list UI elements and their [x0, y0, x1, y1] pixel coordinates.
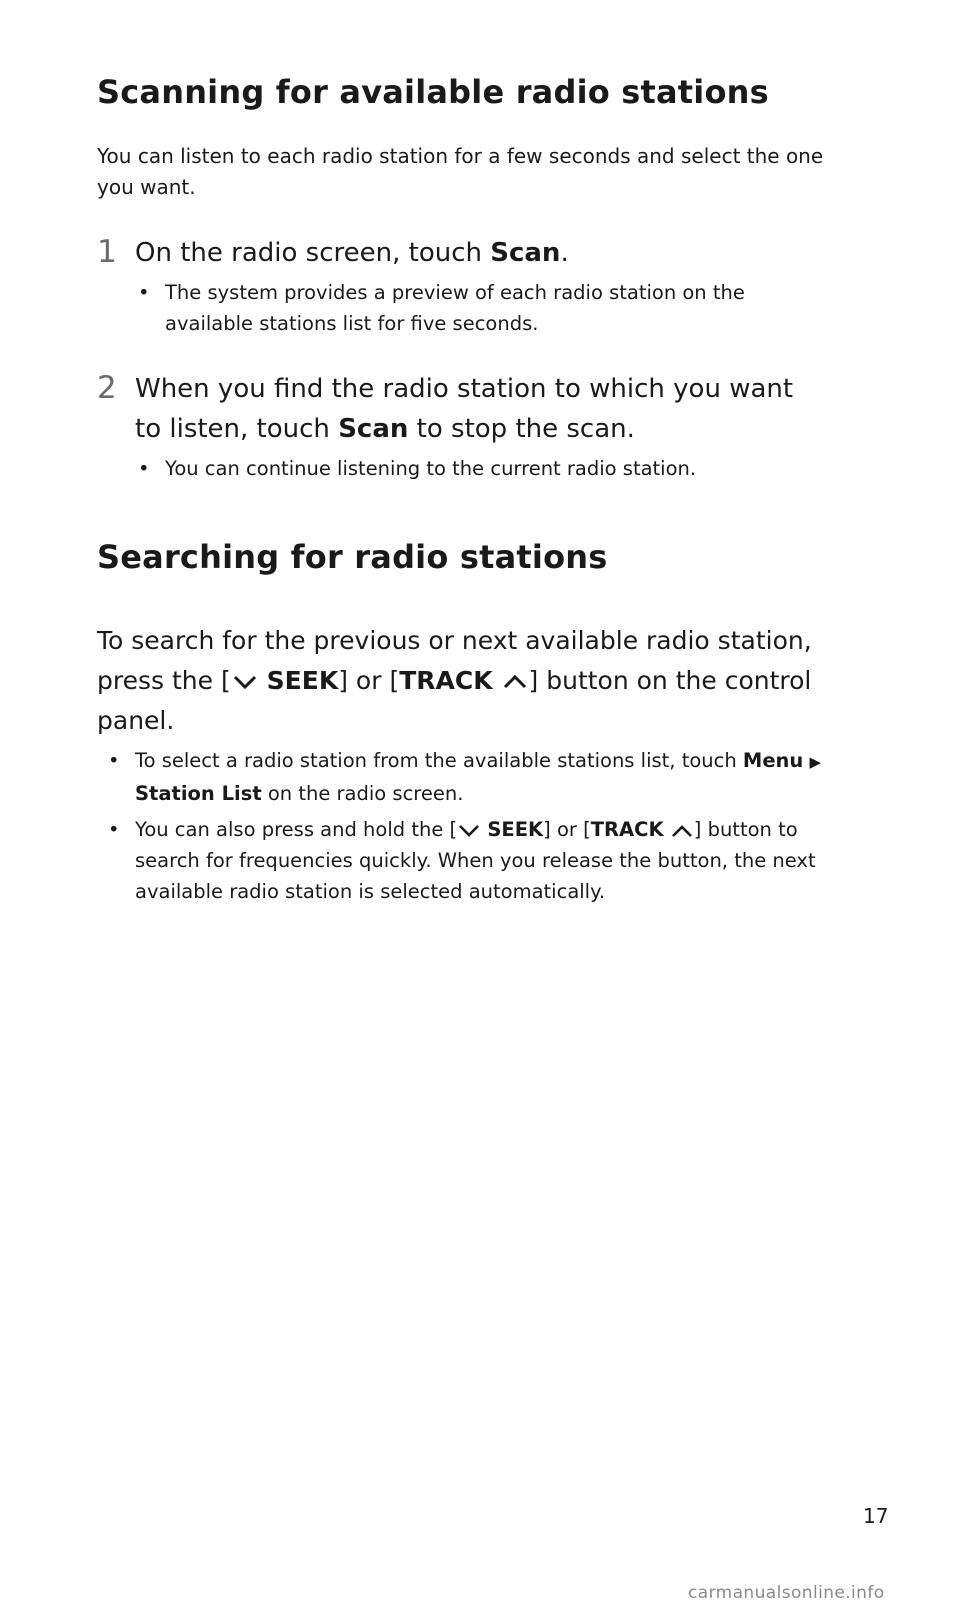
- bullet-item: • You can continue listening to the current radio station.: [165, 453, 805, 484]
- bullet-text: on the radio screen.: [261, 782, 464, 805]
- seek-label: SEEK: [266, 666, 339, 695]
- bullet-text: To select a radio station from the available stations list, touch: [135, 749, 743, 772]
- station-list-label: Station List: [135, 782, 262, 805]
- track-label: TRACK: [399, 666, 493, 695]
- bullet-item: [135, 745, 845, 809]
- bullet-text: ] or [: [543, 818, 591, 841]
- step-text-part: When you find the radio station to which you want to listen, touch: [135, 374, 794, 444]
- scan-label: Scan: [490, 238, 561, 268]
- watermark: carmanualsonline.info: [688, 1583, 885, 1603]
- lead-text: To search for the previous or next available radio station, press the [: [97, 626, 812, 695]
- step-text-part: On the radio screen, touch: [135, 238, 491, 268]
- bullet-item: • The system provides a preview of each radio station on the available stations list for five seconds.: [165, 277, 785, 339]
- step-bullets: [165, 453, 805, 484]
- step-text: [135, 369, 815, 449]
- step-2: [97, 369, 857, 484]
- arrow-right-icon: ▶: [809, 753, 822, 771]
- lead-text: ] button on the control panel.: [97, 666, 812, 735]
- bullet-text: You can also press and hold the [: [135, 818, 458, 841]
- seek-label: SEEK: [487, 818, 544, 841]
- chevron-up-icon: [501, 672, 529, 692]
- step-1: [97, 233, 857, 339]
- step-number: 1: [97, 234, 117, 270]
- step-bullets: [165, 277, 785, 339]
- section-title-searching: Searching for radio stations: [97, 538, 608, 576]
- step-text-part: to stop the scan.: [408, 414, 635, 444]
- step-text: [135, 233, 857, 273]
- chevron-down-icon: [231, 672, 259, 692]
- section-lead: [97, 621, 817, 741]
- bullet-item: [135, 814, 845, 907]
- lead-text: ] or [: [338, 666, 400, 695]
- step-text-part: .: [560, 238, 569, 268]
- section-intro: You can listen to each radio station for a few seconds and select the one you want.: [97, 144, 824, 199]
- section-title-scanning: Scanning for available radio stations: [97, 73, 769, 111]
- page-number: 17: [863, 1504, 889, 1528]
- chevron-down-icon: [457, 823, 481, 839]
- chevron-up-icon: [670, 823, 694, 839]
- bullet-text: ] button to search for frequencies quickly. When you release the button, the next available radio station is selected automatically.: [135, 818, 816, 903]
- section2-bullets: [135, 745, 845, 907]
- track-label: TRACK: [590, 818, 664, 841]
- scan-label: Scan: [338, 414, 409, 444]
- menu-label: Menu: [742, 749, 804, 772]
- step-number: 2: [97, 370, 117, 406]
